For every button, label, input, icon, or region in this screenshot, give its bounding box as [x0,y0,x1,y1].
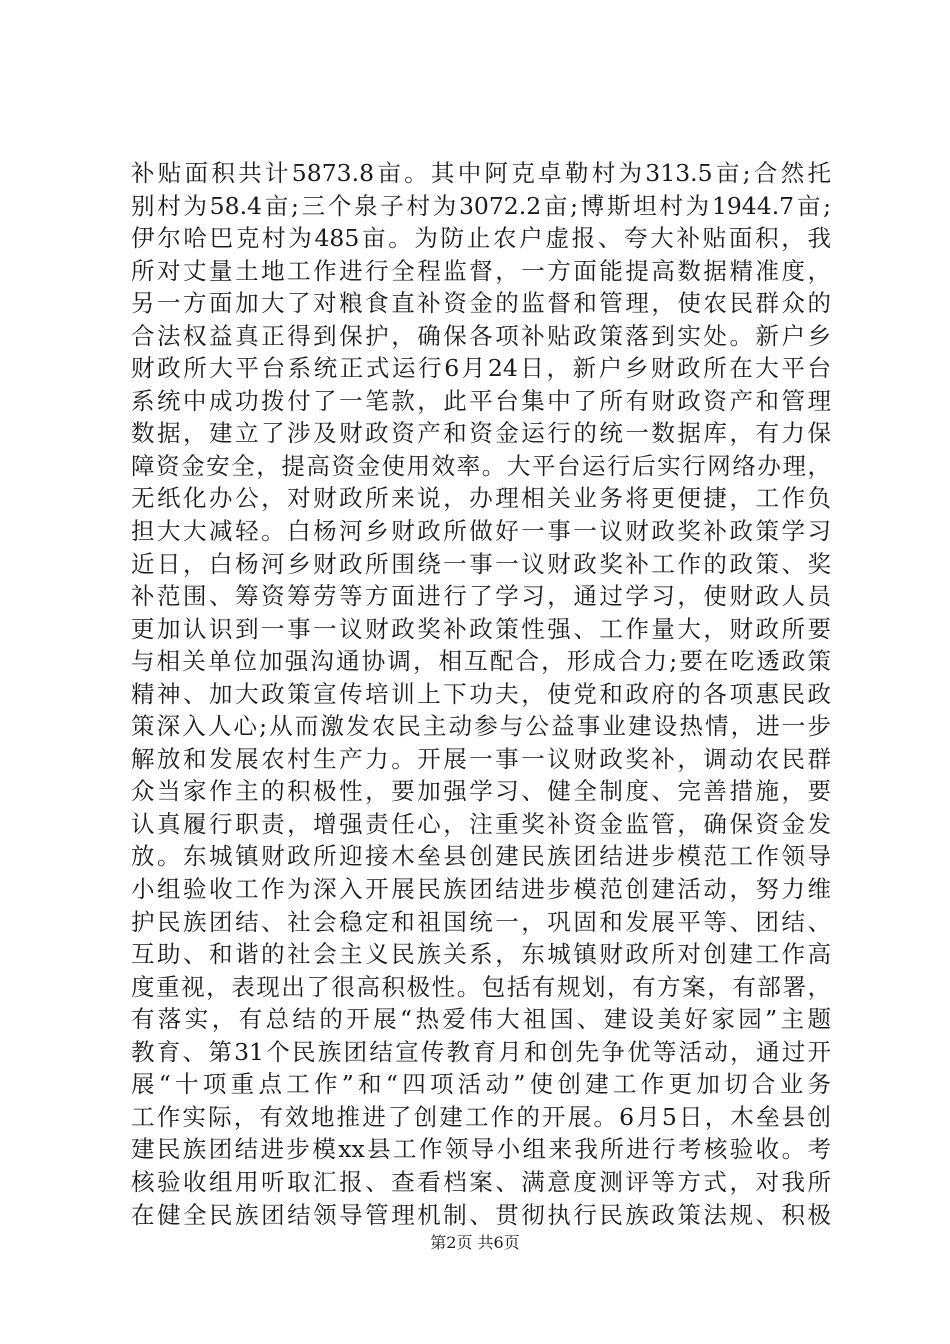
text-line: 更加认识到一事一议财政奖补政策性强、工作量大，财政所要 [131,614,831,643]
text-line: 伊尔哈巴克村为485亩。为防止农户虚报、夸大补贴面积，我 [131,224,831,253]
text-line: 放。东城镇财政所迎接木垒县创建民族团结进步模范工作领导 [131,842,831,871]
text-line: 合法权益真正得到保护，确保各项补贴政策落到实处。新户乡 [131,321,831,350]
text-line: 工作实际，有效地推进了创建工作的开展。6月5日，木垒县创 [131,1102,831,1131]
text-line: 护民族团结、社会稳定和祖国统一，巩固和发展平等、团结、 [131,907,831,936]
text-line: 众当家作主的积极性，要加强学习、健全制度、完善措施，要 [131,777,831,806]
text-line: 核验收组用听取汇报、查看档案、满意度测评等方式，对我所 [131,1167,831,1196]
page-footer: 第2页 共6页 [430,1233,520,1252]
text-line: 度重视，表现出了很高积极性。包括有规划，有方案，有部署， [131,972,831,1001]
text-line: 策深入人心;从而激发农民主动参与公益事业建设热情，进一步 [131,712,831,741]
text-line: 财政所大平台系统正式运行6月24日，新户乡财政所在大平台 [131,354,831,383]
text-line: 障资金安全，提高资金使用效率。大平台运行后实行网络办理， [131,451,831,480]
text-line: 所对丈量土地工作进行全程监督，一方面能提高数据精准度， [131,256,831,285]
text-line: 教育、第31个民族团结宣传教育月和创先争优等活动，通过开 [131,1037,831,1066]
body-text [131,157,831,1231]
text-line: 无纸化办公，对财政所来说，办理相关业务将更便捷，工作负 [131,484,831,513]
text-line: 互助、和谐的社会主义民族关系，东城镇财政所对创建工作高 [131,940,831,969]
text-line: 在健全民族团结领导管理机制、贯彻执行民族政策法规、积极 [131,1200,831,1229]
text-line: 别村为58.4亩;三个泉子村为3072.2亩;博斯坦村为1944.7亩; [131,191,831,220]
text-line: 系统中成功拨付了一笔款，此平台集中了所有财政资产和管理 [131,386,831,415]
text-line: 补范围、筹资筹劳等方面进行了学习，通过学习，使财政人员 [131,582,831,611]
text-line: 数据，建立了涉及财政资产和资金运行的统一数据库，有力保 [131,419,831,448]
text-line: 与相关单位加强沟通协调，相互配合，形成合力;要在吃透政策 [131,647,831,676]
text-line: 建民族团结进步模xx县工作领导小组来我所进行考核验收。考 [131,1135,831,1164]
text-line: 另一方面加大了对粮食直补资金的监督和管理，使农民群众的 [131,289,831,318]
text-line: 担大大减轻。白杨河乡财政所做好一事一议财政奖补政策学习 [131,517,831,546]
text-line: 补贴面积共计5873.8亩。其中阿克卓勒村为313.5亩;合然托 [131,159,831,187]
text-line: 认真履行职责，增强责任心，注重奖补资金监管，确保资金发 [131,809,831,838]
text-line: 有落实，有总结的开展“热爱伟大祖国、建设美好家园”主题 [131,1005,831,1034]
text-line: 近日，白杨河乡财政所围绕一事一议财政奖补工作的政策、奖 [131,549,831,578]
text-line: 精神、加大政策宣传培训上下功夫，使党和政府的各项惠民政 [131,679,831,708]
text-line: 展“十项重点工作”和“四项活动”使创建工作更加切合业务 [131,1070,831,1099]
text-line: 小组验收工作为深入开展民族团结进步模范创建活动，努力维 [131,875,831,904]
text-line: 解放和发展农村生产力。开展一事一议财政奖补，调动农民群 [131,744,831,773]
